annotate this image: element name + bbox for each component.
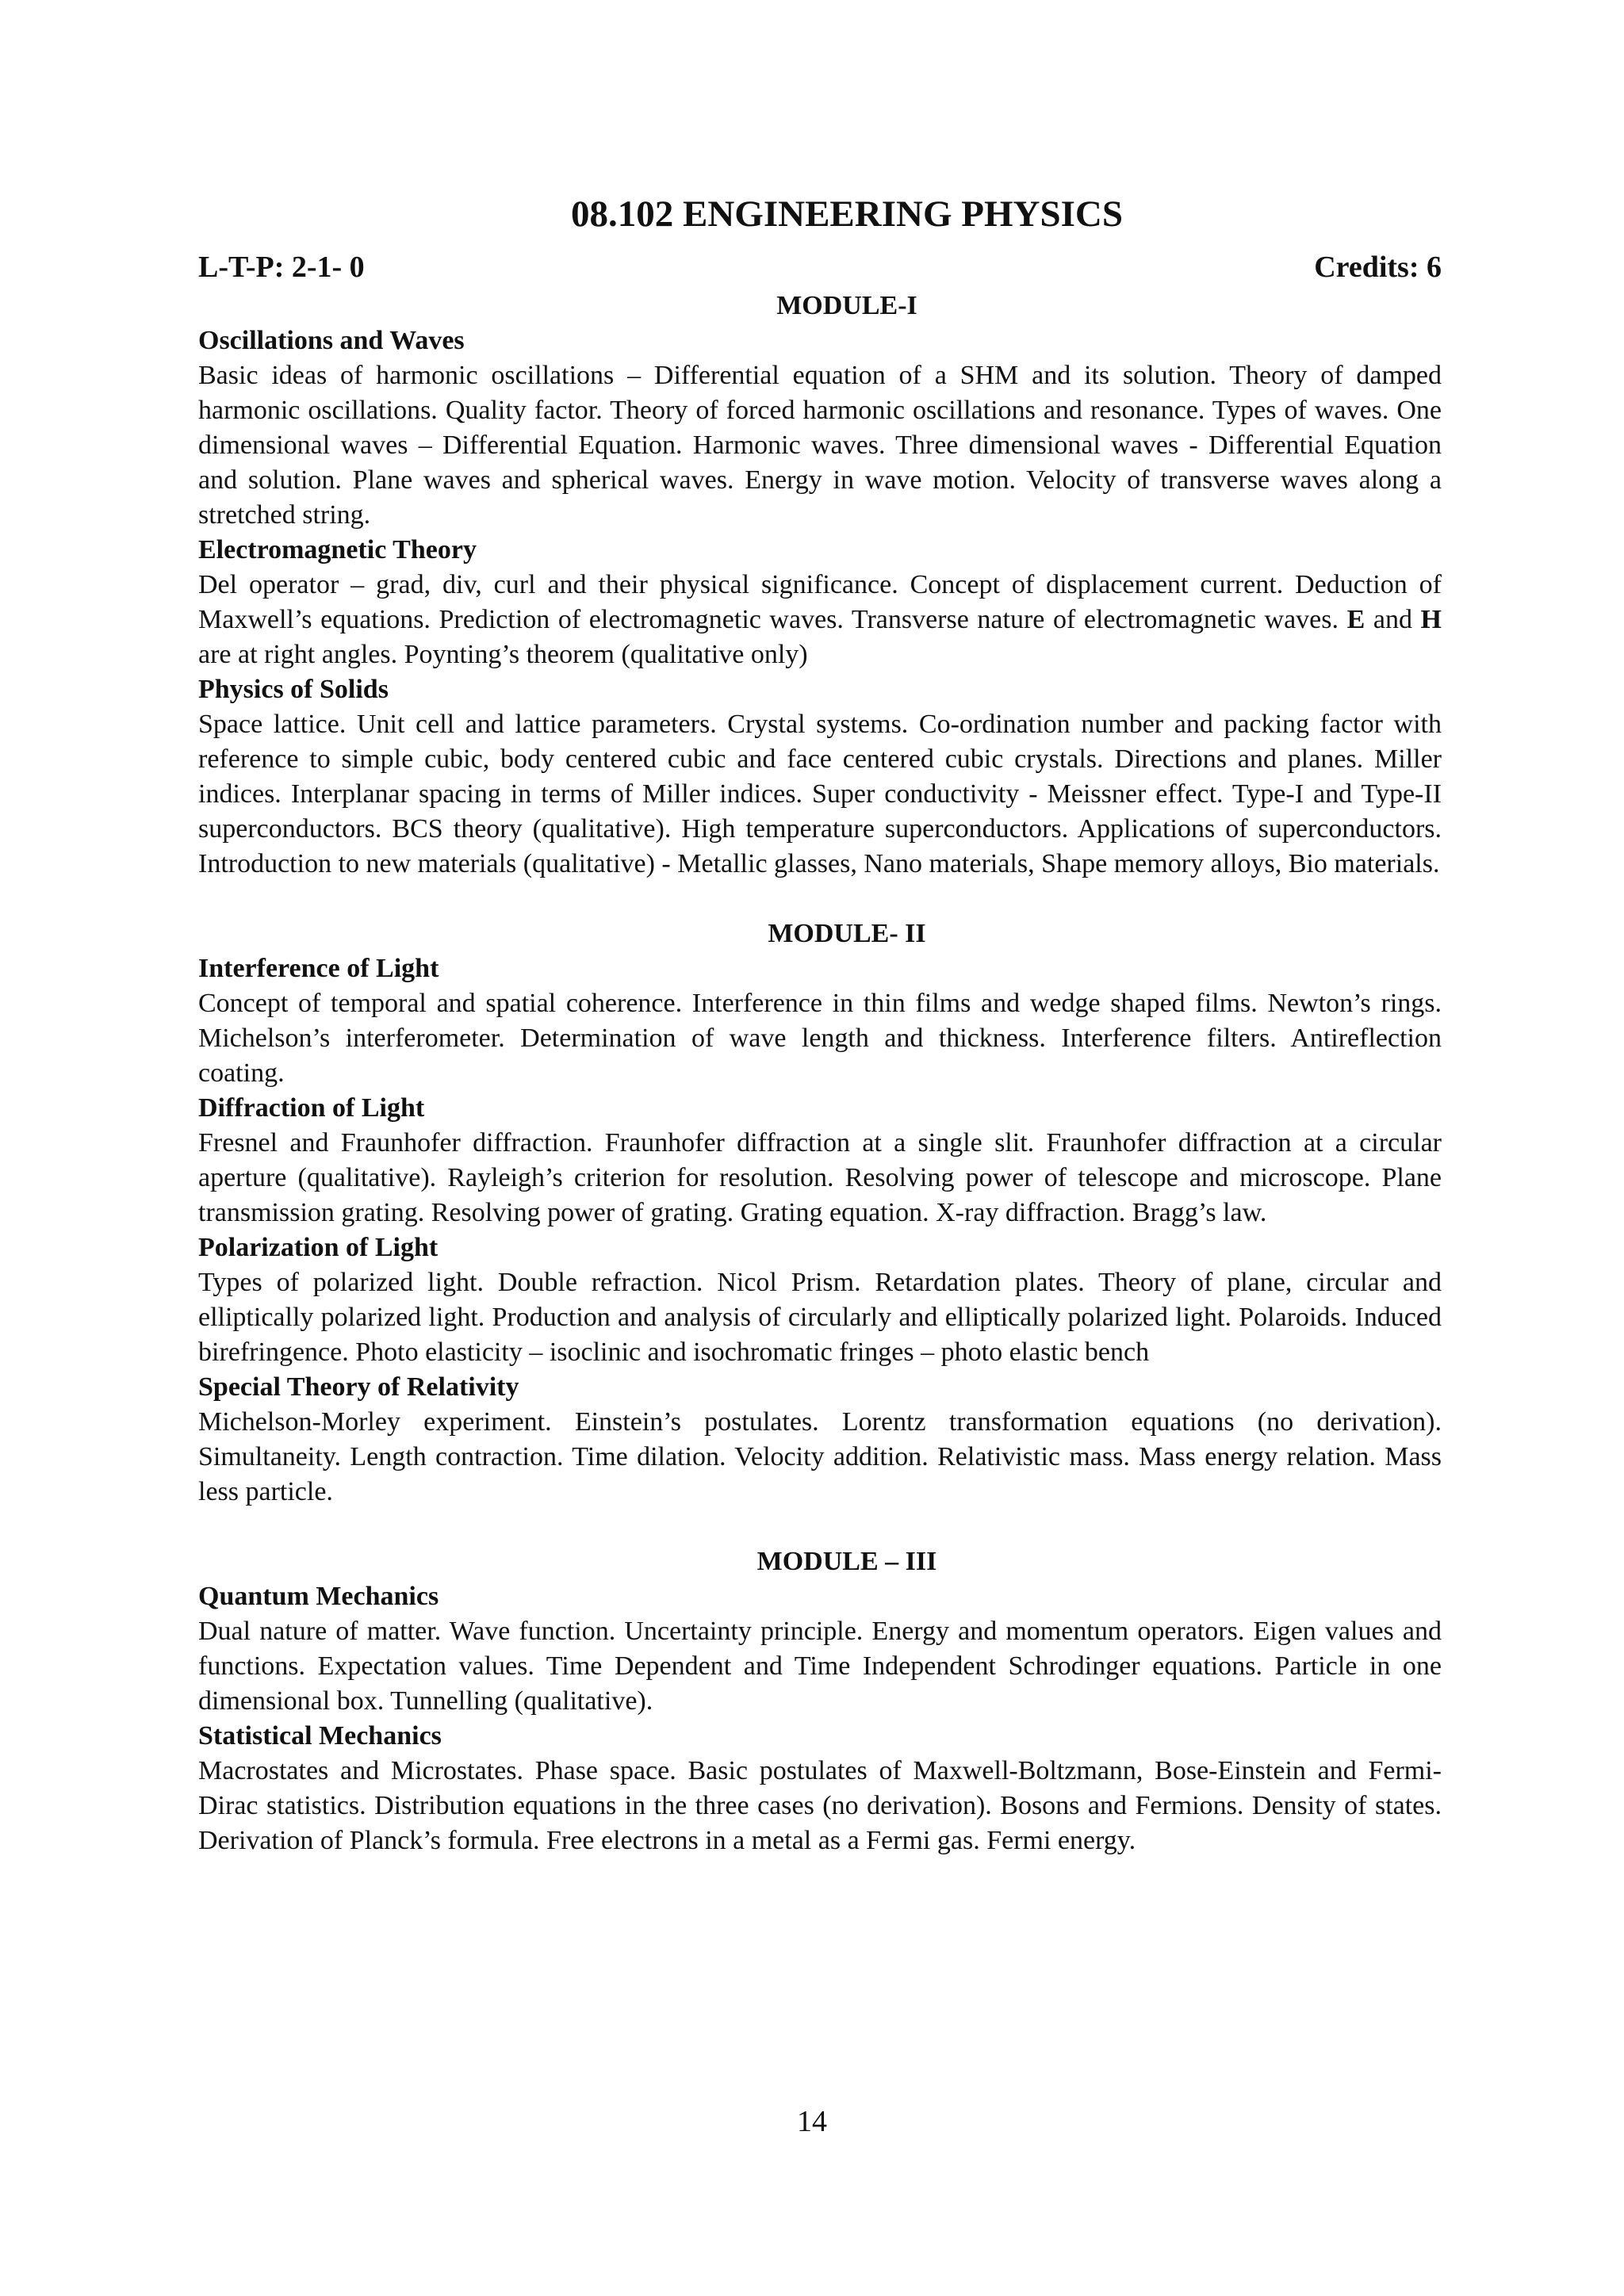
topic-body: Dual nature of matter. Wave function. Uncertainty principle. Energy and momentum operators. Eigen values and functions. Expectation values. Time Dependent and Time Independent Schrodinger equations. Particle in one dimensional box. Tunnelling (qualitative).	[198, 1617, 1442, 1716]
h-vector-symbol: H	[1420, 605, 1442, 634]
module-2	[198, 916, 1442, 1510]
course-meta-row	[198, 249, 1442, 285]
topic-body: Macrostates and Microstates. Phase space. Basic postulates of Maxwell-Boltzmann, Bose-Einstein and Fermi-Dirac statistics. Distribution equations in the three cases (no derivation). Bosons and Fermions. Density of states. Derivation of Planck’s formula. Free electrons in a metal as a Fermi gas. Fermi energy.	[198, 1756, 1442, 1855]
module-spacer	[198, 1510, 1442, 1544]
topic-body-text: and	[1365, 605, 1421, 634]
module-1	[198, 289, 1442, 882]
topic-heading: Statistical Mechanics	[198, 1721, 442, 1751]
topic-heading: Quantum Mechanics	[198, 1582, 439, 1611]
topic-body-text: are at right angles. Poynting’s theorem (qualitative only)	[198, 640, 808, 669]
topic-body: Michelson-Morley experiment. Einstein’s postulates. Lorentz transformation equations (no derivation). Simultaneity. Length contraction. Time dilation. Velocity addition. Relativistic mass. Mass energy relation. Mass less particle.	[198, 1407, 1442, 1506]
module-heading: MODULE-I	[776, 291, 917, 320]
module-spacer	[198, 882, 1442, 916]
module-heading: MODULE- II	[768, 919, 926, 948]
topic-heading: Electromagnetic Theory	[198, 535, 477, 564]
syllabus-page	[198, 190, 1442, 1858]
topic-heading: Oscillations and Waves	[198, 326, 465, 355]
topic-heading: Special Theory of Relativity	[198, 1372, 519, 1402]
topic-body: Space lattice. Unit cell and lattice parameters. Crystal systems. Co-ordination number and packing factor with reference to simple cubic, body centered cubic and face centered cubic crystals. Directions and planes. Miller indices. Interplanar spacing in terms of Miller indices. Super conductivity - Meissner effect. Type-I and Type-II superconductors. BCS theory (qualitative). High temperature superconductors. Applications of superconductors. Introduction to new materials (qualitative) - Metallic glasses, Nano materials, Shape memory alloys, Bio materials.	[198, 710, 1442, 878]
page-number: 14	[797, 2105, 827, 2138]
credits-label: Credits: 6	[1314, 251, 1442, 284]
course-title: 08.102 ENGINEERING PHYSICS	[571, 193, 1123, 235]
topic-heading: Interference of Light	[198, 954, 439, 983]
module-heading: MODULE – III	[756, 1547, 937, 1576]
topic-body: Fresnel and Fraunhofer diffraction. Fraunhofer diffraction at a single slit. Fraunhofer diffraction at a circular aperture (qualitative). Rayleigh’s criterion for resolution. Resolving power of telescope and microscope. Plane transmission grating. Resolving power of grating. Grating equation. X-ray diffraction. Bragg’s law.	[198, 1128, 1442, 1227]
topic-body: Types of polarized light. Double refraction. Nicol Prism. Retardation plates. Theory of plane, circular and elliptically polarized light. Production and analysis of circularly and elliptically polarized light. Polaroids. Induced birefringence. Photo elasticity – isoclinic and isochromatic fringes – photo elastic bench	[198, 1268, 1442, 1367]
topic-body: Concept of temporal and spatial coherence. Interference in thin films and wedge shaped films. Newton’s rings. Michelson’s interferometer. Determination of wave length and thickness. Interference filters. Antireflection coating.	[198, 989, 1442, 1088]
e-vector-symbol: E	[1346, 605, 1365, 634]
topic-body	[198, 568, 1442, 672]
topic-heading: Physics of Solids	[198, 675, 389, 704]
module-3	[198, 1544, 1442, 1858]
ltp-label: L-T-P: 2-1- 0	[198, 251, 365, 284]
topic-body: Basic ideas of harmonic oscillations – Differential equation of a SHM and its solution. Theory of damped harmonic oscillations. Quality factor. Theory of forced harmonic oscillations and resonance. Types of waves. One dimensional waves – Differential Equation. Harmonic waves. Three dimensional waves - Differential Equation and solution. Plane waves and spherical waves. Energy in wave motion. Velocity of transverse waves along a stretched string.	[198, 361, 1442, 530]
topic-body-text: Del operator – grad, div, curl and their physical significance. Concept of displacement current. Deduction of Maxwell’s equations. Prediction of electromagnetic waves. Transverse nature of electromagnetic waves.	[198, 570, 1442, 634]
topic-heading: Diffraction of Light	[198, 1093, 425, 1123]
topic-heading: Polarization of Light	[198, 1233, 439, 1262]
